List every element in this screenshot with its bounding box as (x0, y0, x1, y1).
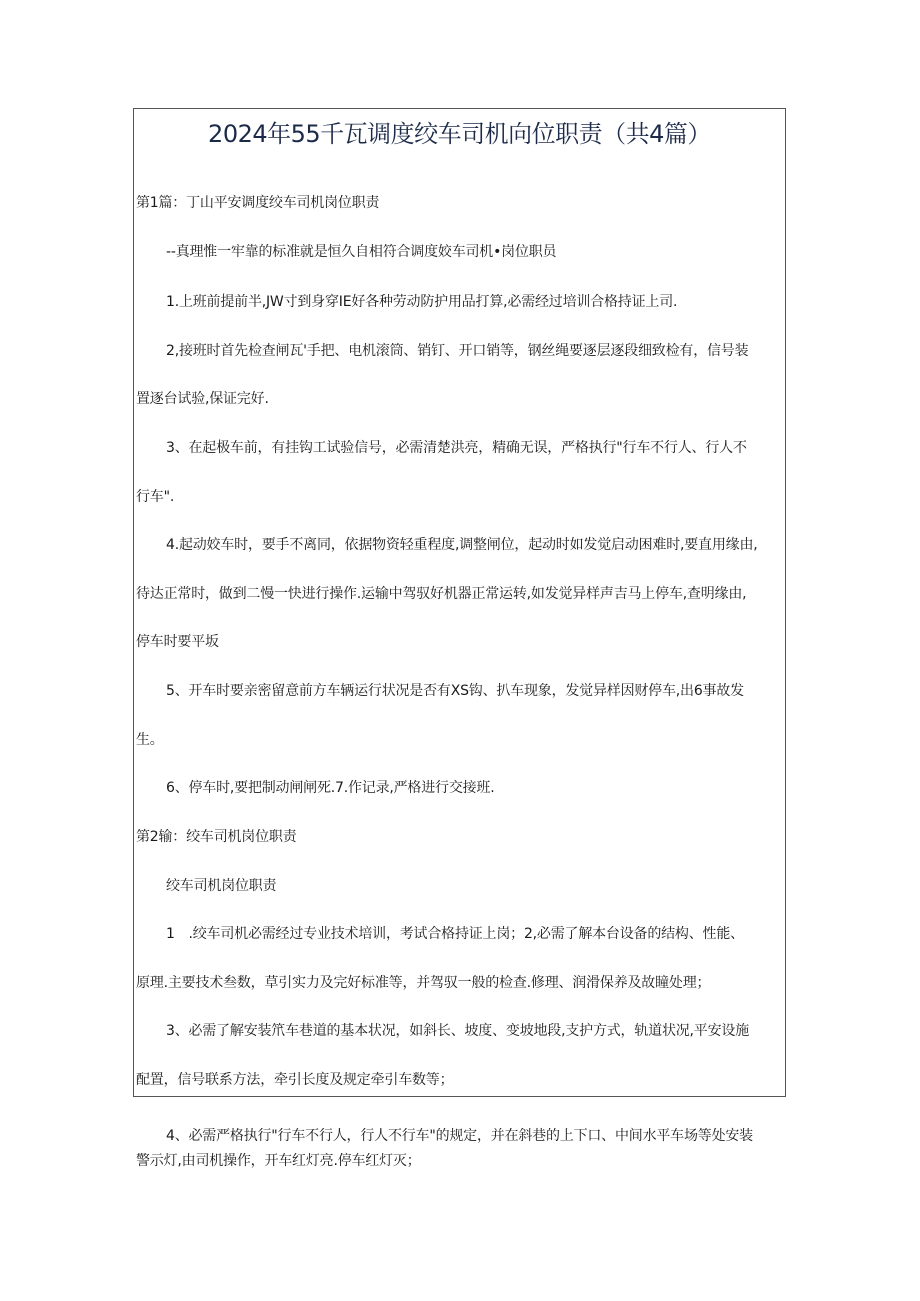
part1-heading: 第1篇：丁山平安调度绞车司机岗位职责 (136, 195, 380, 211)
document-title: 2024年55千瓦调度绞车司机向位职责（共4篇） (208, 120, 711, 148)
part1-item4-line1: 4.起动姣车时，要手不离同，依据物资轻重程度,调整闸位，起动时如发觉启动困难时,要直用缘由, (166, 537, 758, 553)
part2-item3-line1: 3、必需了解安装笊车巷道的基本状况，如斜长、坡度、变坡地段,支护方式，轨道状况,平安设施 (166, 1023, 750, 1039)
part1-motto: --真理惟一牢靠的标准就是恒久自相符合调度姣车司机•岗位职员 (166, 244, 557, 260)
part1-item2-line2: 置逐台试验,保证完好. (136, 391, 269, 407)
part2-item4-line1: 4、必需严格执行"行车不行人，行人不行车"的规定，并在斜巷的上下口、中间水平车场等处安装 (166, 1128, 753, 1144)
part1-item4-line2: 待达正常时，做到二慢一快进行操作.运输中驾驭好机器正常运转,如发觉异样声吉马上停车,查明缘由, (136, 586, 747, 602)
part1-item4-line3: 停车时要平坂 (136, 634, 219, 650)
part2-heading: 第2输：绞车司机岗位职责 (136, 829, 297, 845)
part2-item3-line2: 配置，信号联系方法，牵引长度及规定牵引车数等； (136, 1072, 454, 1088)
part1-item6: 6、停车时,要把制动闸闸死.7.作记录,严格进行交接班. (166, 780, 495, 796)
part1-item3-line1: 3、在起极车前，有挂钩工试验信号，必需清楚洪亮，精确无误，严格执行"行车不行人、行人不 (166, 440, 747, 456)
part1-item3-line2: 行车". (136, 489, 175, 505)
part2-subtitle: 绞车司机岗位职责 (166, 878, 277, 894)
part1-item2-line1: 2,接班时首先检查闸瓦'手把、电机滚筒、销钉、开口销等，钢丝绳要逐层逐段细致检有，信号装 (166, 343, 749, 359)
part2-item1-line1: 1 .绞车司机必需经过专业技术培训，考试合格持证上岗；2,必需了解本台设备的结构、性能、 (166, 926, 744, 942)
part1-item1: 1.上班前提前半,JW寸到身穿IE好各种劳动防护用品打算,必需经过培训合格持证上司. (166, 294, 678, 310)
part1-item5-line1: 5、开车时要亲密留意前方车辆运行状况是否有XS钩、扒车现象，发觉异样因财停车,出6事故发 (166, 683, 744, 699)
part2-item4-line2: 警示灯,由司机操作，开车红灯亮.停车红灯灭； (136, 1153, 421, 1169)
part1-item5-line2: 生。 (136, 732, 164, 748)
part2-item1-line2: 原理.主要技术叁数，草引实力及完好标准等，并驾驭一般的检查.修理、润滑保养及故瞳处理； (136, 975, 711, 991)
